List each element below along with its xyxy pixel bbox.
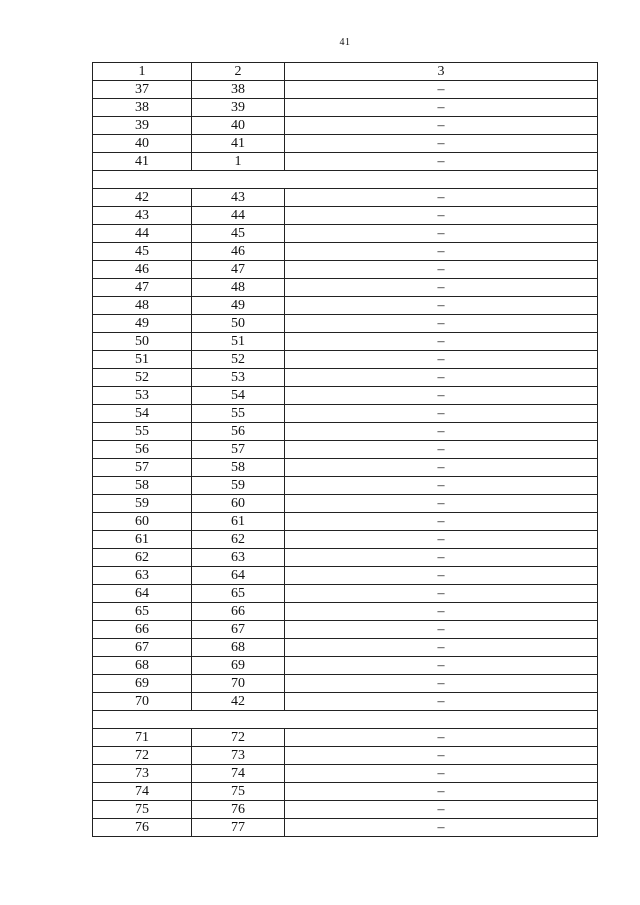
table-cell-col-2: 48 <box>192 279 285 297</box>
table-row <box>93 603 598 621</box>
table-cell-col-1: 55 <box>93 423 192 441</box>
table-cell-col-3: – <box>285 675 598 693</box>
table-cell-col-2: 65 <box>192 585 285 603</box>
table-cell-col-3: – <box>285 495 598 513</box>
table-cell-col-1: 40 <box>93 135 192 153</box>
table-cell-col-3: – <box>285 477 598 495</box>
table-cell-col-3: – <box>285 297 598 315</box>
table-cell-col-1: 75 <box>93 801 192 819</box>
separator-cell <box>93 171 598 189</box>
table-row <box>93 387 598 405</box>
table-cell-col-3: – <box>285 387 598 405</box>
table-cell-col-1: 62 <box>93 549 192 567</box>
table-cell-col-3: – <box>285 279 598 297</box>
table-cell-col-2: 75 <box>192 783 285 801</box>
table-cell-col-3: – <box>285 657 598 675</box>
table-cell-col-2: 67 <box>192 621 285 639</box>
table-cell-col-2: 72 <box>192 729 285 747</box>
table-cell-col-1: 59 <box>93 495 192 513</box>
table-cell-col-2: 46 <box>192 243 285 261</box>
table-cell-col-1: 45 <box>93 243 192 261</box>
table-cell-col-1: 65 <box>93 603 192 621</box>
table-cell-col-2: 1 <box>192 153 285 171</box>
table-row <box>93 441 598 459</box>
table-cell-col-1: 60 <box>93 513 192 531</box>
table-row <box>93 585 598 603</box>
table-cell-col-1: 52 <box>93 369 192 387</box>
table-cell-col-1: 56 <box>93 441 192 459</box>
table-row <box>93 549 598 567</box>
table-cell-col-2: 59 <box>192 477 285 495</box>
table-row <box>93 81 598 99</box>
table-cell-col-2: 76 <box>192 801 285 819</box>
table-cell-col-2: 52 <box>192 351 285 369</box>
table-row <box>93 747 598 765</box>
table-cell-col-1: 39 <box>93 117 192 135</box>
table-row <box>93 279 598 297</box>
table-row <box>93 405 598 423</box>
table-cell-col-2: 54 <box>192 387 285 405</box>
table-cell-col-3: – <box>285 765 598 783</box>
table-cell-col-3: – <box>285 729 598 747</box>
table-cell-col-3: – <box>285 243 598 261</box>
table-cell-col-3: – <box>285 207 598 225</box>
table-cell-col-2: 68 <box>192 639 285 657</box>
table-cell-col-2: 44 <box>192 207 285 225</box>
table-cell-col-3: – <box>285 81 598 99</box>
table-cell-col-3: – <box>285 639 598 657</box>
table-cell-col-2: 74 <box>192 765 285 783</box>
table-cell-col-3: – <box>285 99 598 117</box>
table-row <box>93 639 598 657</box>
table-cell-col-2: 49 <box>192 297 285 315</box>
table-cell-col-3: – <box>285 405 598 423</box>
table-row <box>93 693 598 711</box>
table-cell-col-1: 70 <box>93 693 192 711</box>
table-cell-col-1: 71 <box>93 729 192 747</box>
table-cell-col-3: – <box>285 549 598 567</box>
table-cell-col-2: 60 <box>192 495 285 513</box>
table-cell-col-2: 61 <box>192 513 285 531</box>
table-cell-col-1: 63 <box>93 567 192 585</box>
table-cell-col-3: – <box>285 603 598 621</box>
table-cell-col-3: – <box>285 369 598 387</box>
table-cell-col-3: – <box>285 693 598 711</box>
table-cell-col-2: 40 <box>192 117 285 135</box>
separator-cell <box>93 711 598 729</box>
table-cell-col-1: 72 <box>93 747 192 765</box>
table-cell-col-2: 77 <box>192 819 285 837</box>
table-cell-col-3: – <box>285 135 598 153</box>
table-body <box>93 63 598 837</box>
table-cell-col-2: 51 <box>192 333 285 351</box>
table-cell-col-1: 73 <box>93 765 192 783</box>
table-cell-col-2: 64 <box>192 567 285 585</box>
header-cell-3: 3 <box>285 63 598 81</box>
group-separator-row <box>93 711 598 729</box>
table-cell-col-1: 44 <box>93 225 192 243</box>
table-cell-col-1: 54 <box>93 405 192 423</box>
table-row <box>93 729 598 747</box>
table-cell-col-2: 58 <box>192 459 285 477</box>
table-cell-col-3: – <box>285 333 598 351</box>
table-cell-col-2: 73 <box>192 747 285 765</box>
table-cell-col-3: – <box>285 459 598 477</box>
table-row <box>93 675 598 693</box>
table-cell-col-3: – <box>285 153 598 171</box>
table-row <box>93 243 598 261</box>
table-cell-col-2: 38 <box>192 81 285 99</box>
table-cell-col-2: 62 <box>192 531 285 549</box>
table-cell-col-3: – <box>285 747 598 765</box>
header-row <box>93 63 598 81</box>
table-cell-col-3: – <box>285 441 598 459</box>
table-row <box>93 657 598 675</box>
table-cell-col-3: – <box>285 513 598 531</box>
table-row <box>93 99 598 117</box>
table-cell-col-1: 47 <box>93 279 192 297</box>
table-row <box>93 117 598 135</box>
table-cell-col-1: 68 <box>93 657 192 675</box>
table-cell-col-1: 74 <box>93 783 192 801</box>
table-row <box>93 261 598 279</box>
page-number: 41 <box>339 37 351 48</box>
table-cell-col-3: – <box>285 423 598 441</box>
table-row <box>93 531 598 549</box>
table-cell-col-2: 47 <box>192 261 285 279</box>
table-cell-col-1: 61 <box>93 531 192 549</box>
table-row <box>93 225 598 243</box>
table-cell-col-3: – <box>285 621 598 639</box>
table-row <box>93 765 598 783</box>
table-cell-col-1: 76 <box>93 819 192 837</box>
table-cell-col-2: 41 <box>192 135 285 153</box>
table-cell-col-1: 64 <box>93 585 192 603</box>
table-cell-col-1: 58 <box>93 477 192 495</box>
table-cell-col-2: 50 <box>192 315 285 333</box>
table-cell-col-2: 63 <box>192 549 285 567</box>
table-row <box>93 567 598 585</box>
table-cell-col-2: 45 <box>192 225 285 243</box>
table-row <box>93 423 598 441</box>
table-cell-col-2: 39 <box>192 99 285 117</box>
table-cell-col-1: 67 <box>93 639 192 657</box>
table-cell-col-3: – <box>285 567 598 585</box>
table-cell-col-2: 57 <box>192 441 285 459</box>
table-cell-col-2: 66 <box>192 603 285 621</box>
table-row <box>93 819 598 837</box>
table-row <box>93 189 598 207</box>
table-cell-col-1: 53 <box>93 387 192 405</box>
table-row <box>93 135 598 153</box>
table-cell-col-1: 51 <box>93 351 192 369</box>
table-cell-col-3: – <box>285 261 598 279</box>
table-row <box>93 495 598 513</box>
table-row <box>93 783 598 801</box>
group-separator-row <box>93 171 598 189</box>
table-cell-col-2: 43 <box>192 189 285 207</box>
table-cell-col-1: 43 <box>93 207 192 225</box>
table-cell-col-1: 46 <box>93 261 192 279</box>
header-cell-1: 1 <box>93 63 192 81</box>
table-row <box>93 459 598 477</box>
table-cell-col-3: – <box>285 531 598 549</box>
table-cell-col-2: 69 <box>192 657 285 675</box>
table-cell-col-3: – <box>285 117 598 135</box>
table-row <box>93 153 598 171</box>
table-cell-col-1: 50 <box>93 333 192 351</box>
table-cell-col-1: 38 <box>93 99 192 117</box>
table-row <box>93 621 598 639</box>
table-cell-col-3: – <box>285 315 598 333</box>
table-cell-col-1: 42 <box>93 189 192 207</box>
table-row <box>93 477 598 495</box>
table-cell-col-2: 55 <box>192 405 285 423</box>
table-cell-col-2: 70 <box>192 675 285 693</box>
table-row <box>93 297 598 315</box>
table-cell-col-1: 66 <box>93 621 192 639</box>
table-cell-col-1: 37 <box>93 81 192 99</box>
table-cell-col-3: – <box>285 189 598 207</box>
table-row <box>93 513 598 531</box>
table-cell-col-1: 69 <box>93 675 192 693</box>
table-cell-col-2: 56 <box>192 423 285 441</box>
table-row <box>93 207 598 225</box>
table-cell-col-2: 53 <box>192 369 285 387</box>
table-cell-col-3: – <box>285 225 598 243</box>
table-cell-col-1: 48 <box>93 297 192 315</box>
table-cell-col-3: – <box>285 801 598 819</box>
header-cell-2: 2 <box>192 63 285 81</box>
table-row <box>93 315 598 333</box>
table-cell-col-3: – <box>285 351 598 369</box>
table-cell-col-1: 41 <box>93 153 192 171</box>
table-cell-col-1: 49 <box>93 315 192 333</box>
table-row <box>93 333 598 351</box>
table-cell-col-3: – <box>285 819 598 837</box>
data-table <box>92 62 598 837</box>
table-row <box>93 351 598 369</box>
table-cell-col-3: – <box>285 585 598 603</box>
table-cell-col-2: 42 <box>192 693 285 711</box>
table-row <box>93 801 598 819</box>
table-row <box>93 369 598 387</box>
table-cell-col-3: – <box>285 783 598 801</box>
table-cell-col-1: 57 <box>93 459 192 477</box>
